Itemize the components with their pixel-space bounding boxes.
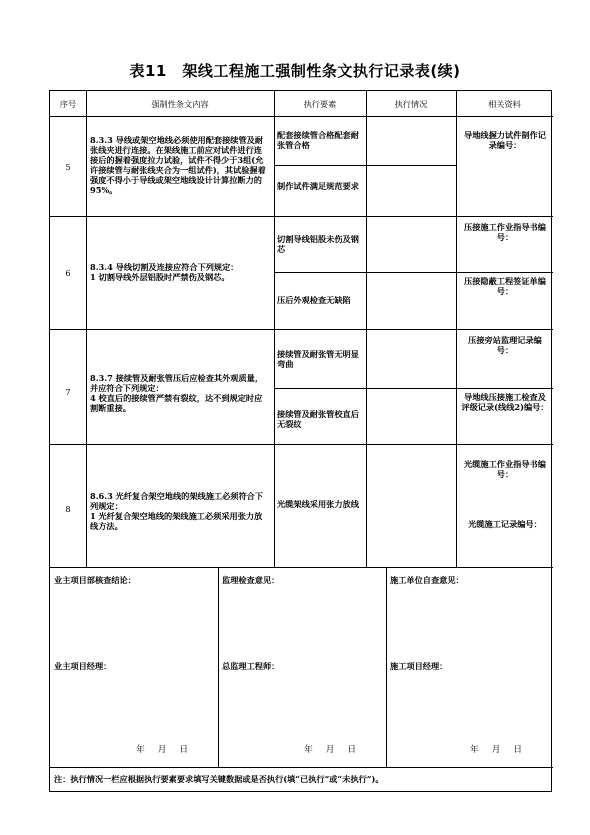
row-material: 压接施工作业指导书编号： — [464, 222, 546, 242]
h-line — [274, 272, 553, 273]
row-content: 8.3.4 导线切割及连接应符合下列规定： 1 切割导线外层铝股时严禁伤及钢芯。 — [90, 262, 239, 282]
header-no: 序号 — [59, 99, 77, 109]
table-note: 注：执行情况一栏应根据执行要素要求填写关键数据或是否执行(填“已执行”或“未执行”)。 — [54, 774, 384, 784]
v-line — [274, 91, 275, 567]
h-line — [50, 216, 553, 217]
row-material: 导地线握力试件制作记录编号： — [464, 130, 546, 150]
row-requirement: 配套接续管合格配套耐张管合格 — [277, 130, 359, 150]
h-line — [50, 444, 553, 445]
row-number: 8 — [65, 504, 71, 514]
v-line — [218, 567, 219, 767]
row-requirement: 制作试件满足规范要求 — [277, 181, 359, 191]
row-number: 5 — [65, 162, 71, 172]
row-number: 6 — [65, 268, 71, 278]
v-line — [86, 91, 87, 567]
h-line — [50, 116, 553, 117]
row-material: 光缆施工记录编号： — [468, 519, 542, 529]
v-line — [366, 91, 367, 567]
construction-date: 年 月 日 — [470, 745, 524, 755]
header-material: 相关资料 — [488, 99, 521, 109]
h-line — [50, 329, 553, 330]
row-requirement: 接续管及耐张管无明显弯曲 — [277, 349, 359, 369]
owner-date: 年 月 日 — [136, 745, 190, 755]
row-requirement: 压后外观检查无缺陷 — [277, 295, 351, 305]
row-material: 压接隐蔽工程签证单编号： — [464, 276, 546, 296]
supervisor-date: 年 月 日 — [304, 745, 358, 755]
owner-manager-label: 业主项目经理： — [54, 661, 112, 671]
header-content: 强制性条文内容 — [151, 99, 209, 109]
row-requirement: 切割导线铝股未伤及钢芯 — [277, 234, 359, 254]
record-table — [49, 90, 552, 792]
v-line — [456, 91, 457, 567]
row-content: 8.3.3 导线或架空地线必须使用配套接续管及耐张线夹进行连接。在架线施工前应对试件进行连接后的握着强度拉力试验，试件不得少于3组(允许接续管与耐张线夹合为一组试件)，其试验握着强度不得小于导线或架空地线设计计算拉断力的95%。 — [90, 135, 266, 195]
row-requirement: 光缆架线采用张力放线 — [277, 499, 359, 509]
row-material: 导地线压接施工检查及评级记录(线线2)编号： — [461, 392, 549, 412]
construction-manager-label: 施工项目经理： — [390, 661, 448, 671]
row-number: 7 — [65, 387, 71, 397]
h-line — [274, 388, 553, 389]
construction-opinion-label: 施工单位自查意见： — [390, 575, 464, 585]
row-material: 压接旁站监理记录编号： — [468, 335, 542, 355]
h-line — [274, 165, 456, 166]
row-content: 8.3.7 接续管及耐张管压后应检查其外观质量，并应符合下列规定： 4 校直后的接续管严禁有裂纹，达不到规定时应割断重接。 — [90, 373, 264, 413]
page-title: 表11 架线工程施工强制性条文执行记录表(续) — [129, 62, 461, 80]
h-line — [50, 767, 553, 768]
header-status: 执行情况 — [394, 99, 428, 109]
supervisor-opinion-label: 监理检查意见： — [222, 575, 280, 585]
header-requirement: 执行要素 — [303, 99, 337, 109]
h-line — [50, 567, 553, 568]
row-requirement: 接续管及耐张管校直后无裂纹 — [277, 409, 359, 429]
row-material: 光缆施工作业指导书编号： — [464, 459, 546, 479]
v-line — [386, 567, 387, 767]
owner-conclusion-label: 业主项目部核查结论： — [54, 575, 136, 585]
chief-supervisor-label: 总监理工程师： — [222, 661, 280, 671]
row-content: 8.6.3 光纤复合架空地线的架线施工必须符合下列规定： 1 光纤复合架空地线的架线施工必须采用张力放线方法。 — [90, 491, 264, 531]
